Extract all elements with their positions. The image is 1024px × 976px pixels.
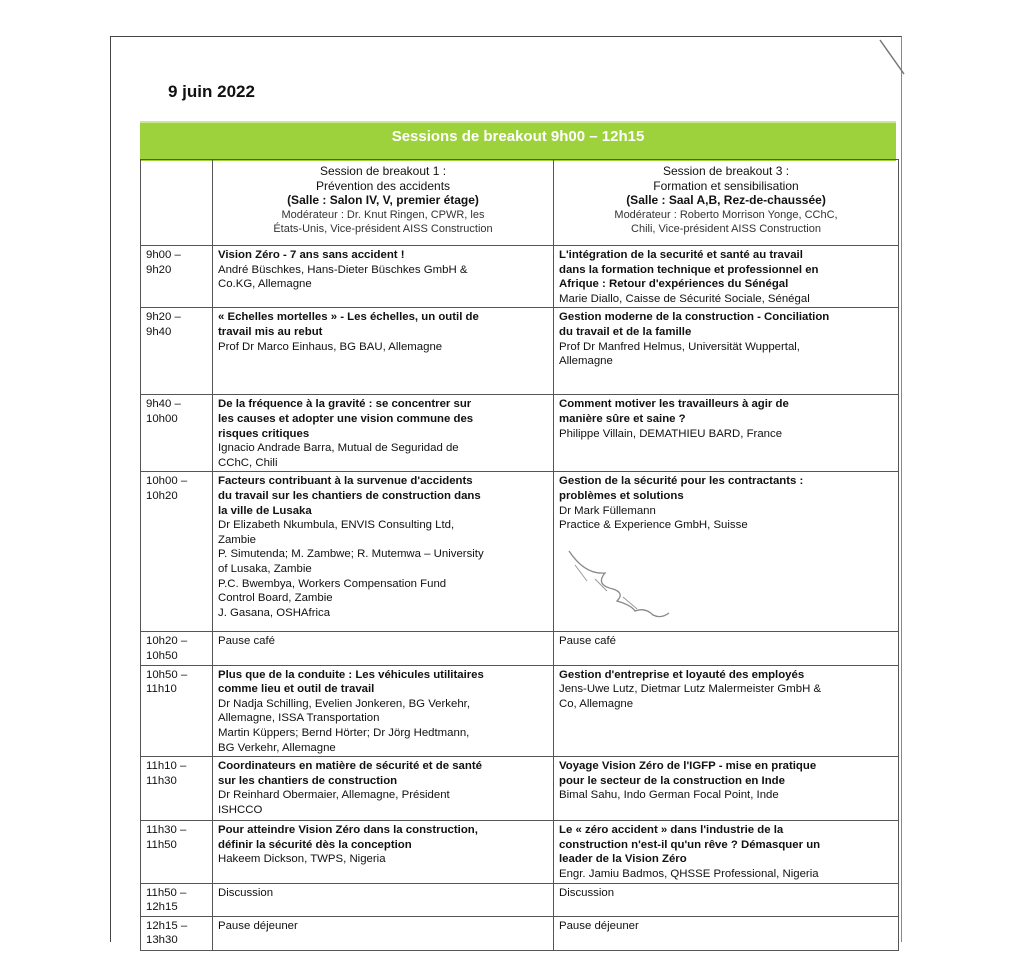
talk-title: Facteurs contribuant à la survenue d'accidents bbox=[218, 475, 473, 488]
time-slot-text: 10h00 – bbox=[146, 475, 188, 488]
time-slot-text: 11h30 bbox=[146, 774, 177, 787]
time-slot-text: 10h50 – bbox=[146, 668, 188, 681]
session-1-cell bbox=[213, 821, 554, 883]
table-row bbox=[141, 632, 899, 665]
talk-title: Gestion moderne de la construction - Conciliation bbox=[559, 311, 830, 324]
talk-speaker: Engr. Jamiu Badmos, QHSSE Professional, Nigeria bbox=[559, 867, 819, 880]
time-slot-cell bbox=[141, 632, 213, 665]
talk-speaker: Zambie bbox=[218, 533, 256, 546]
session-number: Session de breakout 3 : bbox=[662, 164, 790, 178]
session-1-cell bbox=[213, 883, 554, 916]
talk-title: sur les chantiers de construction bbox=[218, 774, 398, 787]
talk-title: la ville de Lusaka bbox=[218, 504, 312, 517]
talk-title: Coordinateurs en matière de sécurité et de santé bbox=[218, 760, 482, 773]
talk-speaker: Allemagne bbox=[559, 355, 613, 368]
time-slot-text: 9h20 bbox=[146, 263, 172, 276]
talk-speaker: P.C. Bwembya, Workers Compensation Fund bbox=[218, 577, 447, 590]
session-number: Session de breakout 1 : bbox=[319, 164, 447, 178]
time-slot-text: 11h50 – bbox=[146, 886, 187, 899]
session-title: Formation et sensibilisation bbox=[653, 178, 799, 193]
talk-title: Afrique : Retour d'expériences du Sénégal bbox=[559, 278, 789, 291]
talk-speaker: BG Verkehr, Allemagne bbox=[218, 741, 336, 754]
talk-title: Gestion d'entreprise et loyauté des employés bbox=[559, 668, 805, 681]
talk-speaker: ISHCCO bbox=[218, 803, 263, 816]
time-slot-cell bbox=[141, 665, 213, 757]
time-slot-text: 10h50 bbox=[146, 649, 178, 662]
talk-speaker: Co.KG, Allemagne bbox=[218, 278, 312, 291]
time-slot-text: 11h30 – bbox=[146, 824, 187, 837]
talk-speaker: Dr Reinhard Obermaier, Allemagne, Président bbox=[218, 789, 450, 802]
time-slot-text: 10h00 bbox=[146, 412, 178, 425]
time-slot-cell bbox=[141, 395, 213, 472]
table-row bbox=[141, 916, 899, 950]
session-room: (Salle : Saal A,B, Rez-de-chaussée) bbox=[626, 193, 826, 208]
session-room: (Salle : Salon IV, V, premier étage) bbox=[287, 193, 479, 208]
session-1-cell bbox=[213, 916, 554, 950]
time-slot-cell bbox=[141, 821, 213, 883]
page-date: 9 juin 2022 bbox=[168, 82, 255, 101]
talk-speaker: CChC, Chili bbox=[218, 456, 278, 469]
talk-title: dans la formation technique et professionnel en bbox=[559, 263, 819, 276]
time-slot-cell bbox=[141, 246, 213, 308]
time-slot-text: 10h20 bbox=[146, 489, 178, 502]
talk-speaker: J. Gasana, OSHAfrica bbox=[218, 606, 331, 619]
talk-speaker: Practice & Experience GmbH, Suisse bbox=[559, 519, 748, 532]
table-row bbox=[141, 308, 899, 395]
talk-speaker: Hakeem Dickson, TWPS, Nigeria bbox=[218, 853, 386, 866]
talk-title: Le « zéro accident » dans l'industrie de la bbox=[559, 824, 784, 837]
session-3-cell bbox=[554, 665, 899, 757]
talk-speaker: Bimal Sahu, Indo German Focal Point, Inde bbox=[559, 789, 779, 802]
talk-speaker: Pause déjeuner bbox=[559, 919, 639, 932]
header-session-3 bbox=[554, 160, 899, 246]
sessions-banner: Sessions de breakout 9h00 – 12h15 bbox=[140, 121, 896, 161]
schedule-table bbox=[140, 159, 899, 951]
time-slot-cell bbox=[141, 916, 213, 950]
talk-speaker: of Lusaka, Zambie bbox=[218, 562, 312, 575]
session-3-cell bbox=[554, 395, 899, 472]
session-1-cell bbox=[213, 757, 554, 821]
table-header-row bbox=[141, 160, 899, 246]
talk-speaker: Co, Allemagne bbox=[559, 697, 634, 710]
talk-title: manière sûre et saine ? bbox=[559, 412, 686, 425]
talk-speaker: Ignacio Andrade Barra, Mutual de Seguridad de bbox=[218, 442, 459, 455]
talk-speaker: Control Board, Zambie bbox=[218, 592, 333, 605]
page-corner-mark bbox=[878, 38, 908, 78]
session-1-cell bbox=[213, 632, 554, 665]
handwritten-signature bbox=[565, 545, 675, 625]
table-row bbox=[141, 821, 899, 883]
talk-speaker: André Büschkes, Hans-Dieter Büschkes GmbH & bbox=[218, 263, 468, 276]
table-row bbox=[141, 472, 899, 632]
talk-title: du travail sur les chantiers de construction dans bbox=[218, 489, 481, 502]
session-3-cell bbox=[554, 308, 899, 395]
talk-speaker: Jens-Uwe Lutz, Dietmar Lutz Malermeister GmbH & bbox=[559, 683, 822, 696]
table-row bbox=[141, 246, 899, 308]
header-time-cell bbox=[141, 160, 213, 246]
time-slot-text: 9h40 bbox=[146, 325, 172, 338]
table-row bbox=[141, 757, 899, 821]
time-slot-cell bbox=[141, 757, 213, 821]
time-slot-cell bbox=[141, 308, 213, 395]
talk-speaker: Dr Elizabeth Nkumbula, ENVIS Consulting Ltd, bbox=[218, 519, 455, 532]
session-moderator: Modérateur : Roberto Morrison Yonge, CChC, bbox=[614, 208, 838, 221]
talk-speaker: Pause déjeuner bbox=[218, 919, 298, 932]
talk-speaker: Philippe Villain, DEMATHIEU BARD, France bbox=[559, 427, 783, 440]
time-slot-text: 11h10 bbox=[146, 683, 177, 696]
table-row bbox=[141, 883, 899, 916]
talk-title: Pour atteindre Vision Zéro dans la construction, bbox=[218, 824, 478, 837]
talk-title: Comment motiver les travailleurs à agir de bbox=[559, 398, 789, 411]
talk-title: L'intégration de la securité et santé au travail bbox=[559, 249, 803, 261]
talk-title: Gestion de la sécurité pour les contractants : bbox=[559, 475, 804, 488]
talk-title: du travail et de la famille bbox=[559, 325, 692, 338]
talk-speaker: P. Simutenda; M. Zambwe; R. Mutemwa – University bbox=[218, 548, 484, 561]
talk-title: travail mis au rebut bbox=[218, 325, 323, 338]
talk-title: les causes et adopter une vision commune des bbox=[218, 412, 474, 425]
talk-speaker: Discussion bbox=[559, 886, 615, 899]
time-slot-text: 12h15 – bbox=[146, 919, 188, 932]
talk-speaker: Dr Mark Füllemann bbox=[559, 504, 656, 517]
talk-title: pour le secteur de la construction en Inde bbox=[559, 774, 785, 787]
session-moderator: Chili, Vice-président AISS Construction bbox=[631, 223, 821, 236]
session-title: Prévention des accidents bbox=[315, 178, 451, 193]
talk-speaker: Dr Nadja Schilling, Evelien Jonkeren, BG Verkehr, bbox=[218, 697, 470, 710]
session-3-cell bbox=[554, 632, 899, 665]
time-slot-text: 10h20 – bbox=[146, 635, 188, 648]
time-slot-cell bbox=[141, 883, 213, 916]
table-row bbox=[141, 395, 899, 472]
talk-title: problèmes et solutions bbox=[559, 489, 684, 502]
time-slot-text: 11h10 – bbox=[146, 760, 187, 773]
talk-speaker: Pause café bbox=[559, 635, 616, 648]
talk-title: « Echelles mortelles » - Les échelles, un outil de bbox=[218, 311, 479, 324]
talk-title: définir la sécurité dès la conception bbox=[218, 838, 412, 851]
talk-speaker: Discussion bbox=[218, 886, 274, 899]
talk-speaker: Pause café bbox=[218, 635, 275, 648]
talk-title: leader de la Vision Zéro bbox=[559, 853, 687, 866]
session-1-cell bbox=[213, 472, 554, 632]
session-1-cell bbox=[213, 665, 554, 757]
talk-speaker: Martin Küppers; Bernd Hörter; Dr Jörg Hedtmann, bbox=[218, 726, 470, 739]
talk-title: De la fréquence à la gravité : se concentrer sur bbox=[218, 398, 472, 411]
session-3-cell bbox=[554, 883, 899, 916]
session-3-cell bbox=[554, 757, 899, 821]
talk-speaker: Allemagne, ISSA Transportation bbox=[218, 712, 380, 725]
talk-title: Plus que de la conduite : Les véhicules utilitaires bbox=[218, 668, 484, 681]
talk-speaker: Prof Dr Marco Einhaus, BG BAU, Allemagne bbox=[218, 340, 443, 353]
session-1-cell bbox=[213, 246, 554, 308]
talk-title: risques critiques bbox=[218, 427, 310, 440]
time-slot-text: 11h50 bbox=[146, 838, 177, 851]
talk-title: construction n'est-il qu'un rêve ? Démasquer un bbox=[559, 838, 821, 851]
talk-title: Vision Zéro - 7 ans sans accident ! bbox=[218, 249, 405, 261]
session-3-cell bbox=[554, 246, 899, 308]
session-3-cell bbox=[554, 821, 899, 883]
header-session-1 bbox=[213, 160, 554, 246]
talk-title: comme lieu et outil de travail bbox=[218, 683, 375, 696]
time-slot-text: 13h30 bbox=[146, 934, 178, 947]
time-slot-text: 9h20 – bbox=[146, 311, 181, 324]
talk-speaker: Prof Dr Manfred Helmus, Universität Wuppertal, bbox=[559, 340, 800, 353]
time-slot-text: 12h15 bbox=[146, 901, 178, 914]
time-slot-text: 9h00 – bbox=[146, 249, 181, 261]
time-slot-text: 9h40 – bbox=[146, 398, 181, 411]
session-1-cell bbox=[213, 308, 554, 395]
session-1-cell bbox=[213, 395, 554, 472]
time-slot-cell bbox=[141, 472, 213, 632]
session-moderator: États-Unis, Vice-président AISS Construction bbox=[273, 223, 493, 236]
session-3-cell bbox=[554, 916, 899, 950]
talk-title: Voyage Vision Zéro de l'IGFP - mise en pratique bbox=[559, 760, 817, 773]
table-row bbox=[141, 665, 899, 757]
session-moderator: Modérateur : Dr. Knut Ringen, CPWR, les bbox=[281, 208, 485, 221]
talk-speaker: Marie Diallo, Caisse de Sécurité Sociale, Sénégal bbox=[559, 292, 810, 305]
